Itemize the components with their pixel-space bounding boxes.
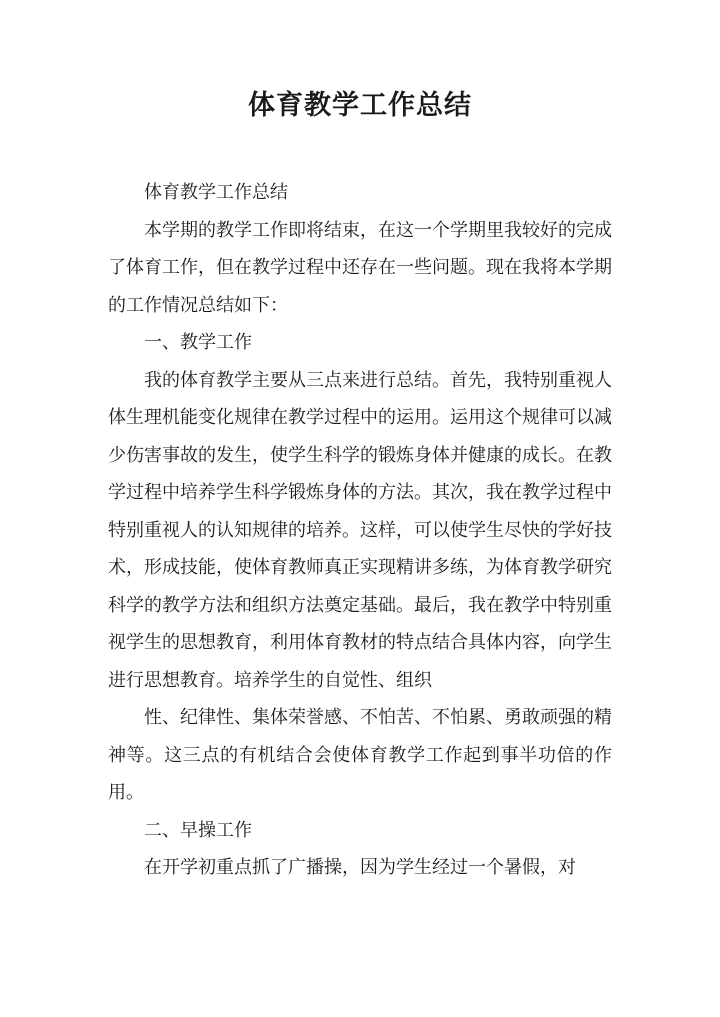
paragraph-teaching: 我的体育教学主要从三点来进行总结。首先，我特别重视人体生理机能变化规律在教学过程中的运用。运用这个规律可以减少伤害事故的发生，使学生科学的锻炼身体并健康的成长。在教学过程中培养学生科学锻炼身体的方法。其次，我在教学过程中特别重视人的认知规律的培养。这样，可以使学生尽快的学好技术，形成技能，使体育教师真正实现精讲多练，为体育教学研究科学的教学方法和组织方法奠定基础。最后，我在教学中特别重视学生的思想教育，利用体育教材的特点结合具体内容，向学生进行思想教育。培养学生的自觉性、组织 <box>108 369 612 691</box>
paragraph-teaching-continued: 性、纪律性、集体荣誉感、不怕苦、不怕累、勇敢顽强的精神等。这三点的有机结合会使体育教学工作起到事半功倍的作用。 <box>108 707 612 803</box>
document-body <box>108 174 612 887</box>
paragraph-intro: 本学期的教学工作即将结束，在这一个学期里我较好的完成了体育工作，但在教学过程中还存在一些问题。现在我将本学期的工作情况总结如下： <box>108 219 612 316</box>
document-title: 体育教学工作总结 <box>248 90 472 121</box>
paragraph-subtitle: 体育教学工作总结 <box>144 182 288 203</box>
paragraph-morning-exercise: 在开学初重点抓了广播操，因为学生经过一个暑假，对 <box>144 857 576 878</box>
section-heading-teaching: 一、教学工作 <box>144 332 252 353</box>
section-heading-morning-exercise: 二、早操工作 <box>144 819 252 841</box>
